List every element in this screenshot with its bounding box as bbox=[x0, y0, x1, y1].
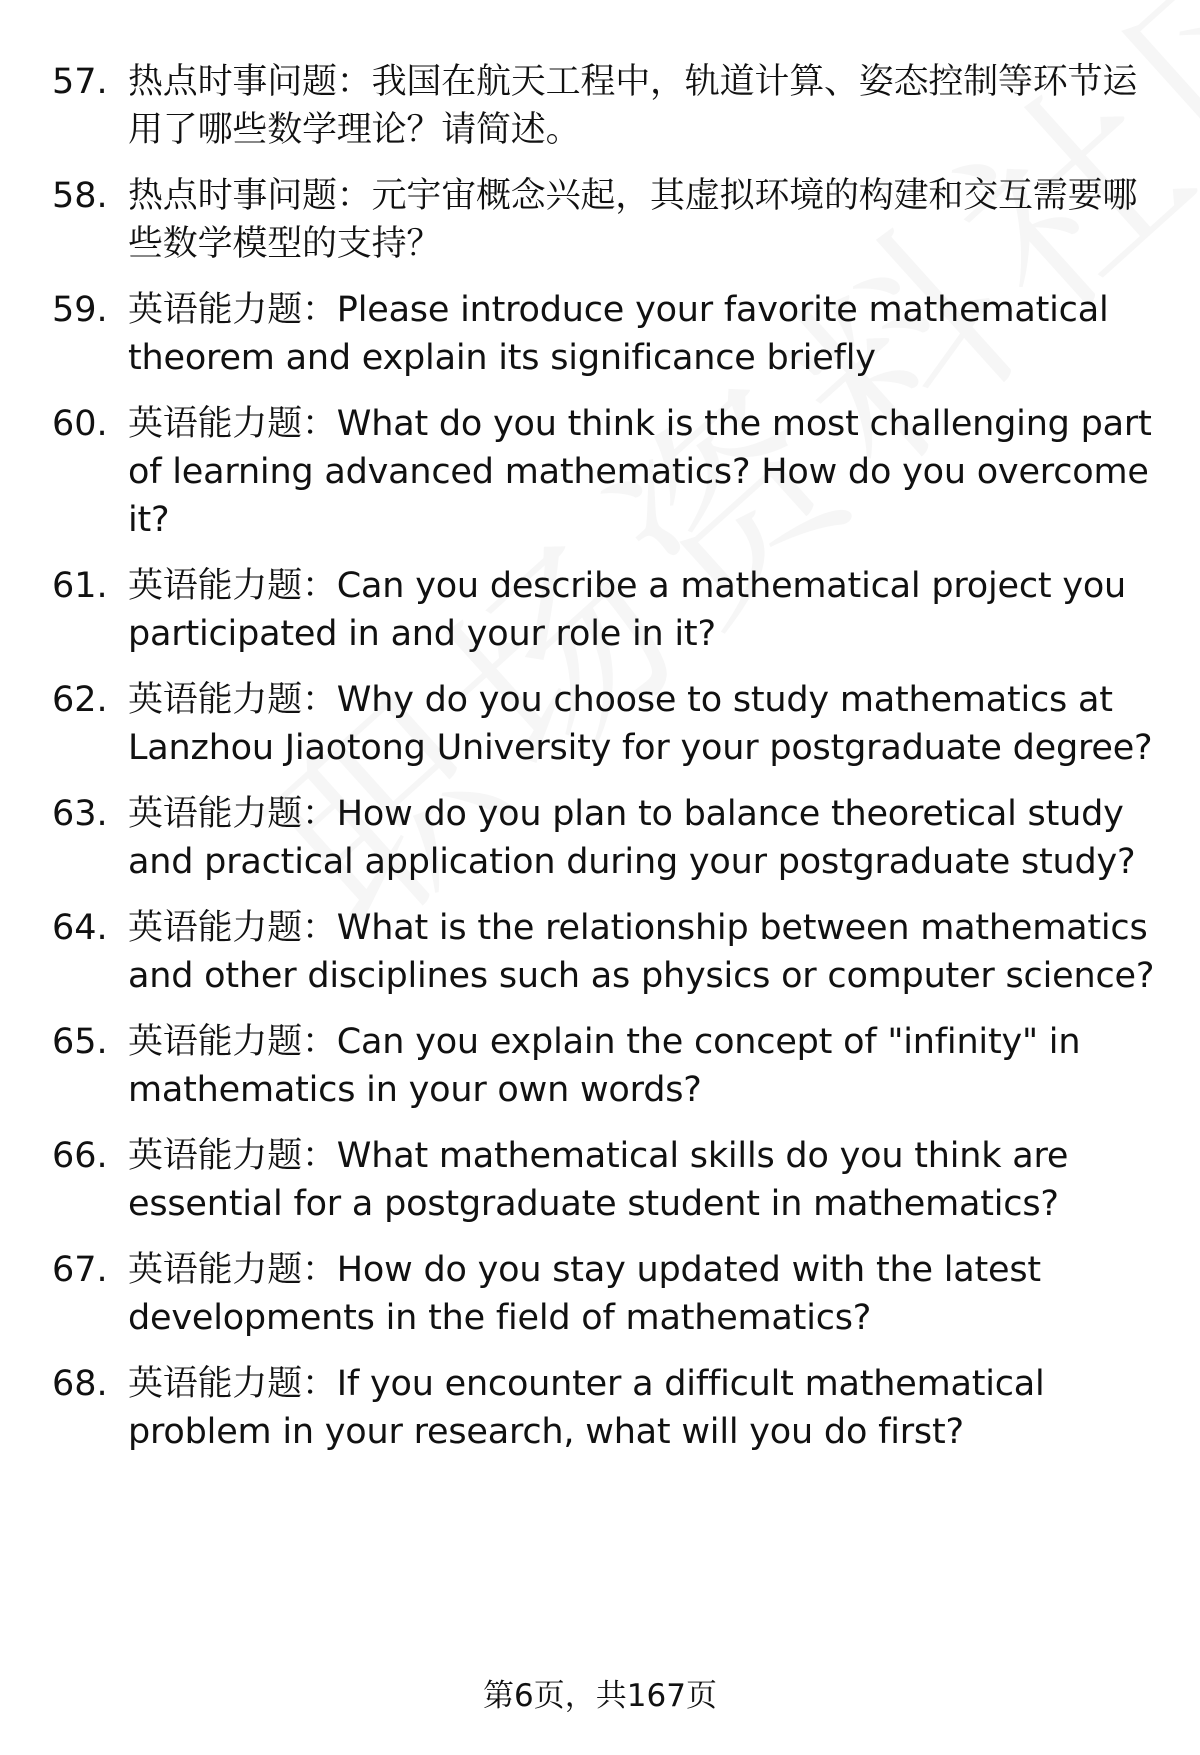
question-number: 64. bbox=[52, 908, 108, 948]
question-list bbox=[0, 58, 1200, 1474]
question-number: 68. bbox=[52, 1364, 108, 1404]
question-text: 英语能力题：If you encounter a difficult mathematical problem in your research, what will you do first? bbox=[128, 1364, 1045, 1452]
question-text: 英语能力题：What mathematical skills do you think are essential for a postgraduate student in mathematics? bbox=[128, 1136, 1069, 1224]
question-item bbox=[0, 58, 1200, 154]
question-item bbox=[0, 562, 1200, 658]
question-item bbox=[0, 400, 1200, 544]
question-item bbox=[0, 676, 1200, 772]
question-number: 62. bbox=[52, 680, 108, 720]
question-number: 59. bbox=[52, 290, 108, 330]
question-text: 英语能力题：What do you think is the most challenging part of learning advanced mathematics? How do you overcome it? bbox=[128, 404, 1152, 540]
question-number: 65. bbox=[52, 1022, 108, 1062]
question-text: 热点时事问题：我国在航天工程中，轨道计算、姿态控制等环节运用了哪些数学理论？请简述。 bbox=[128, 62, 1138, 150]
question-item bbox=[0, 172, 1200, 268]
question-item bbox=[0, 904, 1200, 1000]
question-text: 英语能力题：Why do you choose to study mathematics at Lanzhou Jiaotong University for your postgraduate degree? bbox=[128, 680, 1153, 768]
question-text: 英语能力题：Can you describe a mathematical project you participated in and your role in it? bbox=[128, 566, 1127, 654]
question-item bbox=[0, 1018, 1200, 1114]
question-number: 66. bbox=[52, 1136, 108, 1176]
question-item bbox=[0, 1132, 1200, 1228]
question-text: 英语能力题：What is the relationship between mathematics and other disciplines such as physics or computer science? bbox=[128, 908, 1155, 996]
question-item bbox=[0, 1246, 1200, 1342]
question-text: 英语能力题：Please introduce your favorite mathematical theorem and explain its significance briefly bbox=[128, 290, 1109, 378]
question-item bbox=[0, 790, 1200, 886]
question-number: 60. bbox=[52, 404, 108, 444]
question-text: 英语能力题：How do you stay updated with the latest developments in the field of mathematics? bbox=[128, 1250, 1041, 1338]
page-footer: 第6页，共167页 bbox=[483, 1678, 717, 1714]
question-item bbox=[0, 286, 1200, 382]
question-number: 61. bbox=[52, 566, 108, 606]
question-number: 57. bbox=[52, 62, 108, 102]
question-number: 58. bbox=[52, 176, 108, 216]
question-item bbox=[0, 1360, 1200, 1456]
question-text: 英语能力题：How do you plan to balance theoretical study and practical application during your postgraduate study? bbox=[128, 794, 1136, 882]
question-text: 英语能力题：Can you explain the concept of "infinity" in mathematics in your own words? bbox=[128, 1022, 1081, 1110]
question-number: 63. bbox=[52, 794, 108, 834]
question-text: 热点时事问题：元宇宙概念兴起，其虚拟环境的构建和交互需要哪些数学模型的支持？ bbox=[128, 176, 1138, 264]
question-number: 67. bbox=[52, 1250, 108, 1290]
